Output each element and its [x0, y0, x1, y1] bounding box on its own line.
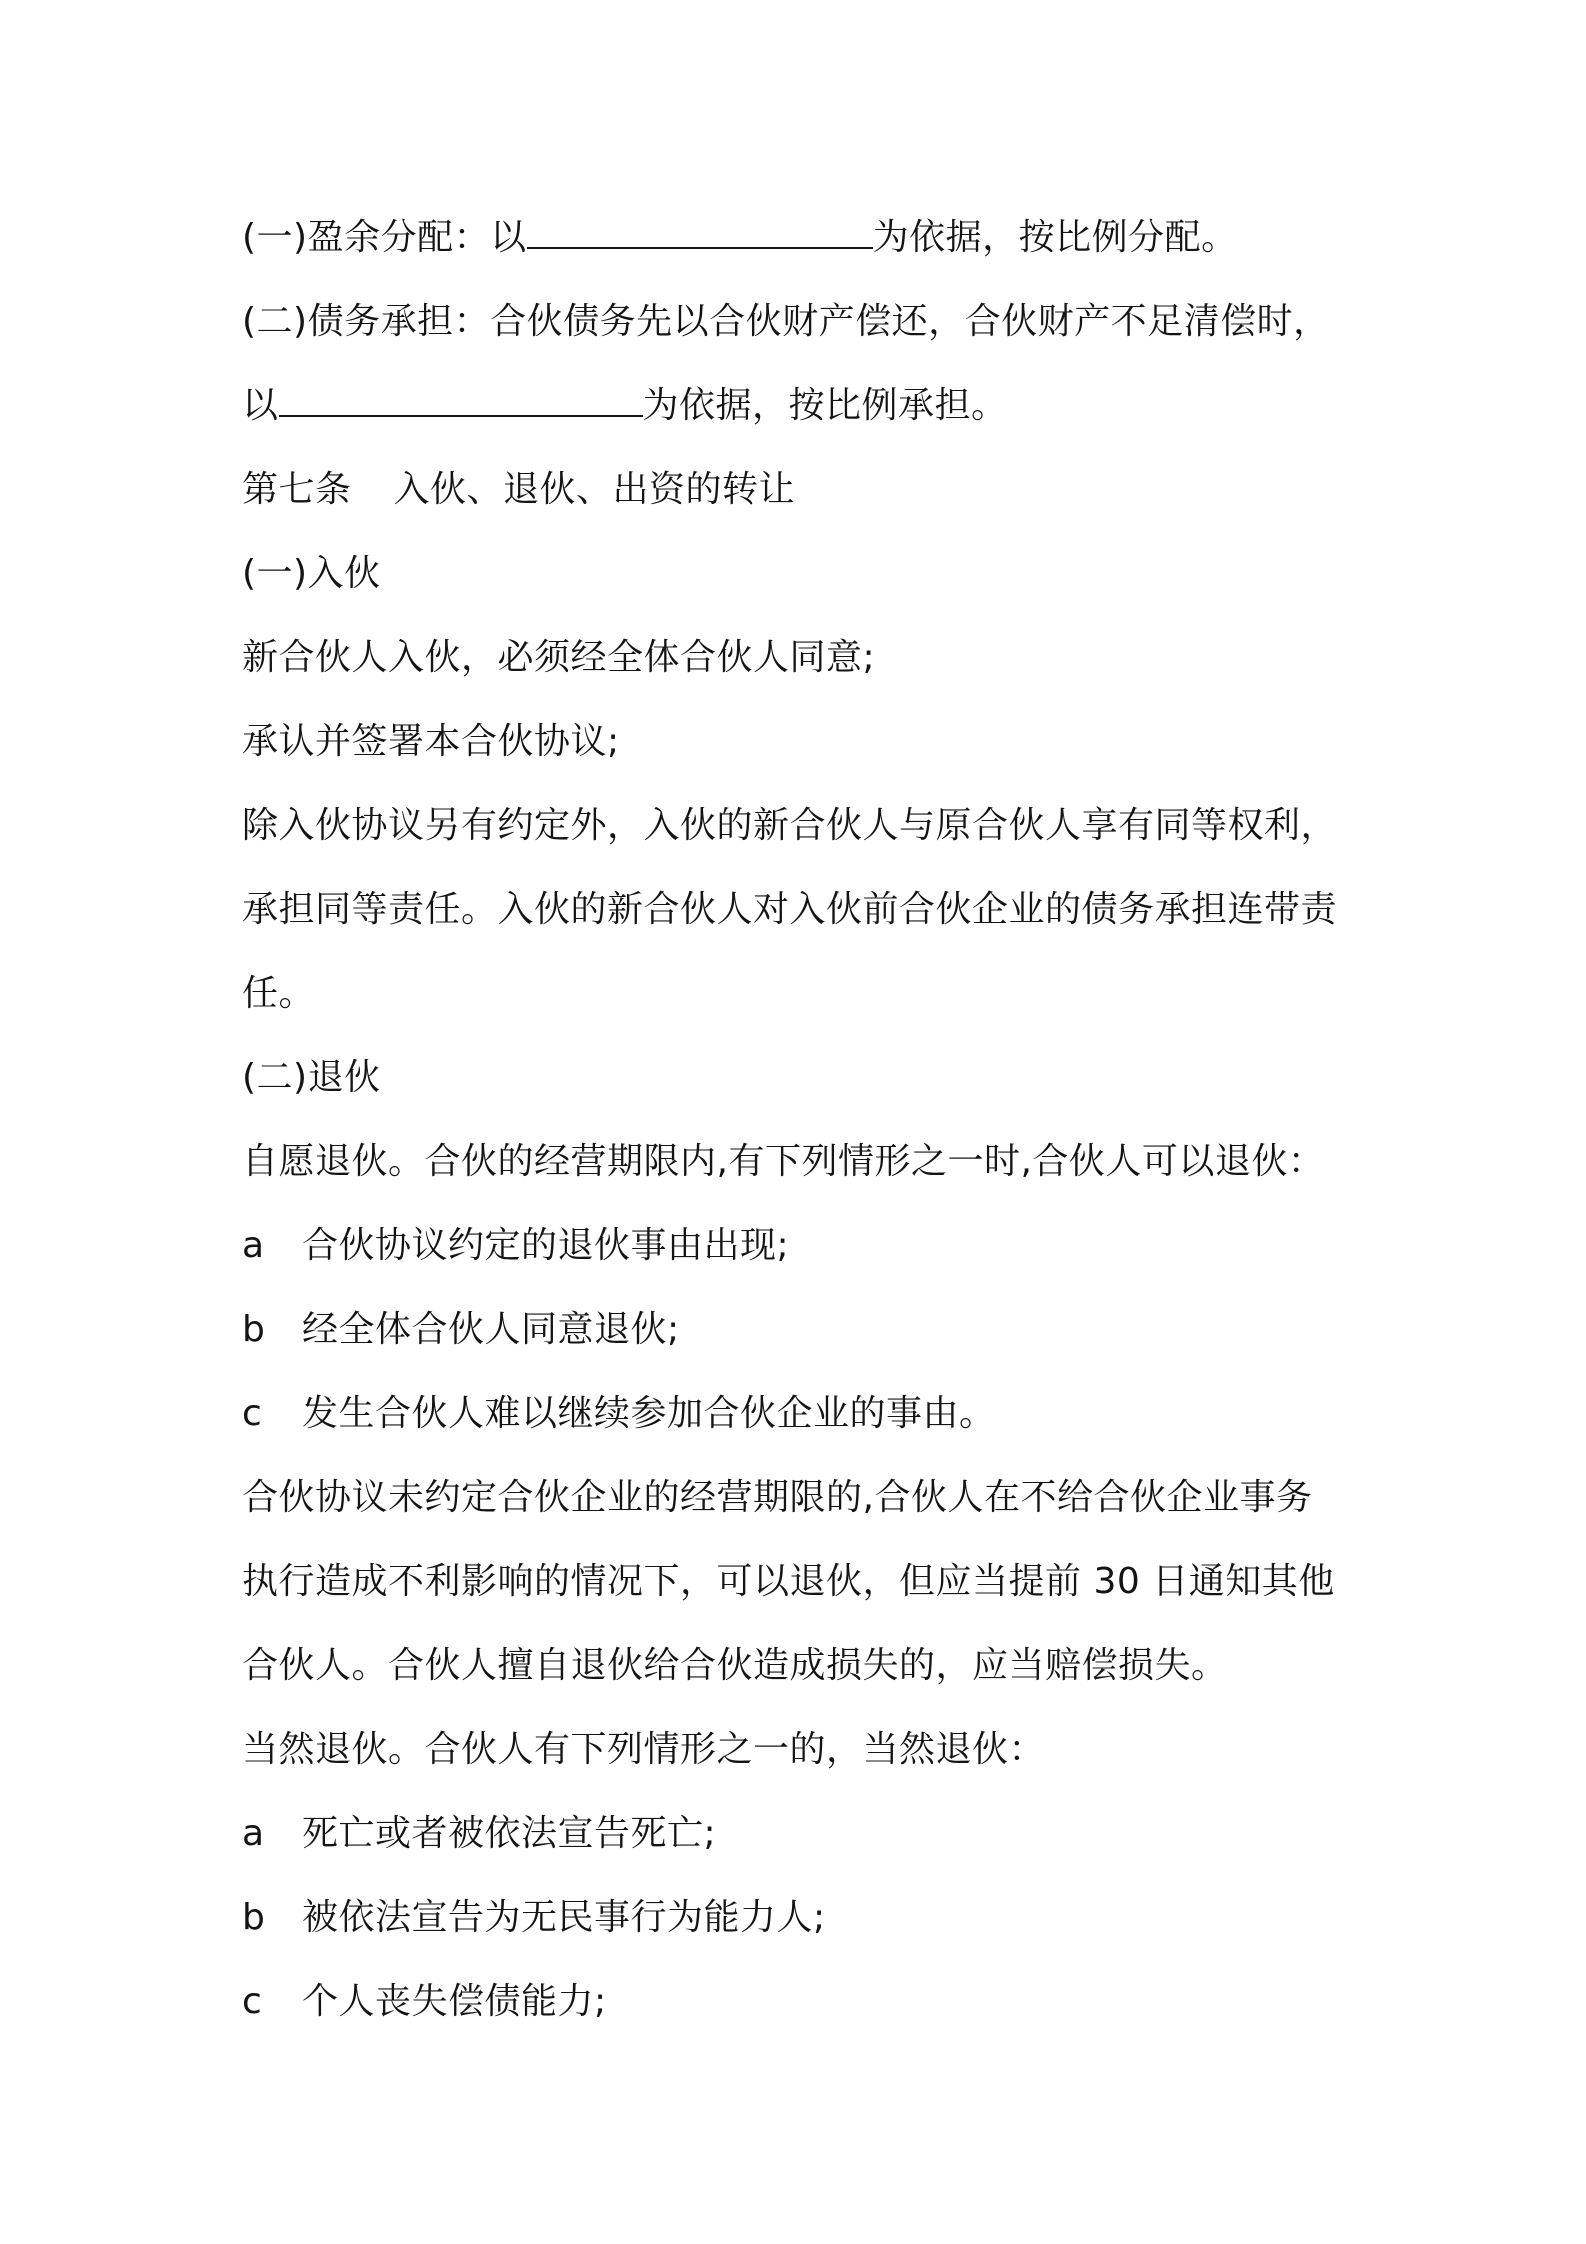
list-marker: c: [242, 1981, 263, 2022]
article-heading: [242, 448, 1362, 532]
list-marker: b: [242, 1897, 266, 1938]
document-body: [242, 196, 1362, 2044]
no-term-withdraw-line-1: 合伙协议未约定合伙企业的经营期限的,合伙人在不给合伙企业事务: [242, 1477, 1313, 1518]
join-condition-2: 承认并签署本合伙协议;: [242, 721, 620, 762]
no-term-withdraw-line-3: 合伙人。合伙人擅自退伙给合伙造成损失的，应当赔偿损失。: [242, 1645, 1228, 1686]
profit-distribution-tail: 为依据，按比例分配。: [872, 217, 1238, 258]
list-item-text: 被依法宣告为无民事行为能力人;: [302, 1897, 826, 1938]
profit-distribution-label: (一)盈余分配：以: [242, 217, 527, 258]
automatic-item-b: [242, 1876, 1362, 1960]
list-item-text: 发生合伙人难以继续参加合伙企业的事由。: [302, 1393, 996, 1434]
article-number: 第七条: [242, 469, 352, 510]
automatic-withdraw-intro: 当然退伙。合伙人有下列情形之一的，当然退伙：: [242, 1729, 1046, 1770]
section-join-title: (一)入伙: [242, 553, 381, 594]
list-marker: a: [242, 1813, 265, 1854]
no-term-withdraw-line-2: 执行造成不利影响的情况下，可以退伙，但应当提前 30 日通知其他: [242, 1561, 1335, 1602]
voluntary-item-c: [242, 1372, 1362, 1456]
join-condition-3-line-3: 任。: [242, 973, 316, 1014]
list-marker: c: [242, 1393, 263, 1434]
list-item-text: 死亡或者被依法宣告死亡;: [302, 1813, 717, 1854]
profit-distribution-line: [242, 196, 1362, 280]
list-item-text: 经全体合伙人同意退伙;: [302, 1309, 680, 1350]
automatic-item-a: [242, 1792, 1362, 1876]
voluntary-item-b: [242, 1288, 1362, 1372]
list-item-text: 个人丧失偿债能力;: [302, 1981, 607, 2022]
list-marker: a: [242, 1225, 265, 1266]
list-marker: b: [242, 1309, 266, 1350]
automatic-item-c: [242, 1960, 1362, 2044]
debt-bearing-line: [242, 280, 1362, 364]
section-withdraw-title: (二)退伙: [242, 1057, 381, 1098]
join-condition-1: 新合伙人入伙，必须经全体合伙人同意;: [242, 637, 876, 678]
debt-basis-label: 以: [242, 385, 279, 426]
debt-bearing-text: (二)债务承担：合伙债务先以合伙财产偿还，合伙财产不足清偿时，: [242, 301, 1330, 342]
voluntary-withdraw-intro: 自愿退伙。合伙的经营期限内,有下列情形之一时,合伙人可以退伙：: [242, 1141, 1325, 1182]
debt-basis-line: [242, 364, 1362, 448]
join-condition-3-line-1: 除入伙协议另有约定外，入伙的新合伙人与原合伙人享有同等权利，: [242, 805, 1338, 846]
profit-basis-blank: [527, 246, 873, 249]
voluntary-item-a: [242, 1204, 1362, 1288]
debt-basis-tail: 为依据，按比例承担。: [642, 385, 1008, 426]
debt-basis-blank: [279, 414, 643, 417]
list-item-text: 合伙协议约定的退伙事由出现;: [302, 1225, 790, 1266]
article-title: 入伙、退伙、出资的转让: [393, 469, 796, 510]
join-condition-3-line-2: 承担同等责任。入伙的新合伙人对入伙前合伙企业的债务承担连带责: [242, 889, 1338, 930]
